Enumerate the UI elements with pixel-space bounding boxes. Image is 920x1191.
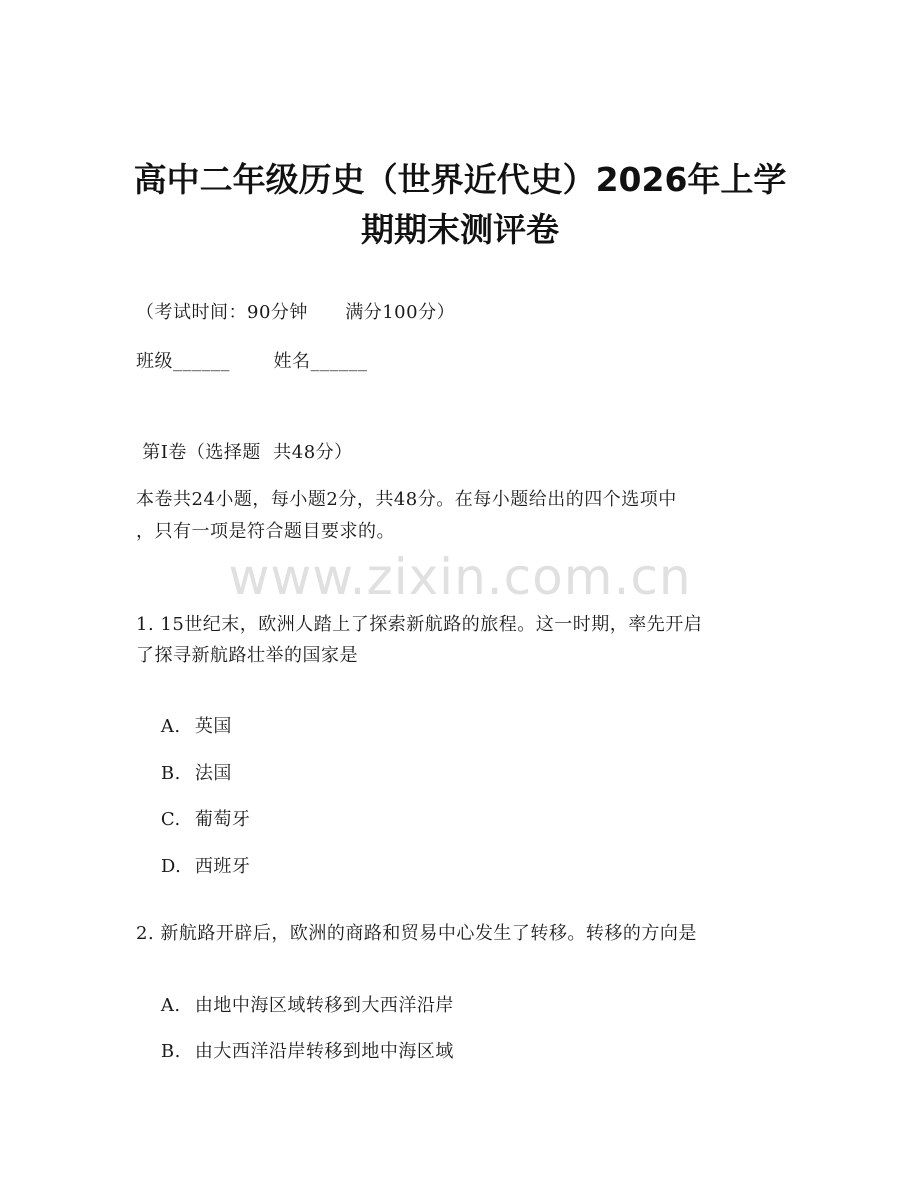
section-instruction-line-1: 本卷共24小题，每小题2分，共48分。在每小题给出的四个选项中 [136,489,677,510]
student-fields: 班级______ 姓名______ [136,351,368,372]
section-heading: 第Ⅰ卷（选择题 共48分） [136,442,353,463]
watermark: www.zixin.com.cn [228,548,692,606]
option-label: B. [160,1041,181,1062]
option-label: C. [160,809,181,830]
question-1-option-d [136,828,250,906]
exam-info: （考试时间：90分钟 满分100分） [136,302,456,323]
option-label: B. [160,763,181,784]
question-2-option-b [136,1013,454,1091]
option-text: 法国 [194,763,232,784]
section-instruction-line-2: ，只有一项是符合题目要求的。 [136,521,395,542]
option-text: 由地中海区域转移到大西洋沿岸 [194,995,454,1016]
question-1-stem-line-2: 了探寻新航路壮举的国家是 [136,645,358,666]
option-label: A. [160,716,181,737]
option-label: D. [160,856,182,877]
option-text: 西班牙 [194,856,251,877]
exam-title-line-1: 高中二年级历史（世界近代史）2026年上学 [133,160,787,199]
option-text: 葡萄牙 [194,809,251,830]
option-text: 由大西洋沿岸转移到地中海区域 [194,1041,454,1062]
exam-title-line-2: 期期末测评卷 [361,210,559,249]
option-text: 英国 [194,716,232,737]
question-2-stem-line-1: 2. 新航路开辟后，欧洲的商路和贸易中心发生了转移。转移的方向是 [136,923,697,944]
option-label: A. [160,995,181,1016]
question-1-stem-line-1: 1. 15世纪末，欧洲人踏上了探索新航路的旅程。这一时期，率先开启 [136,614,703,635]
